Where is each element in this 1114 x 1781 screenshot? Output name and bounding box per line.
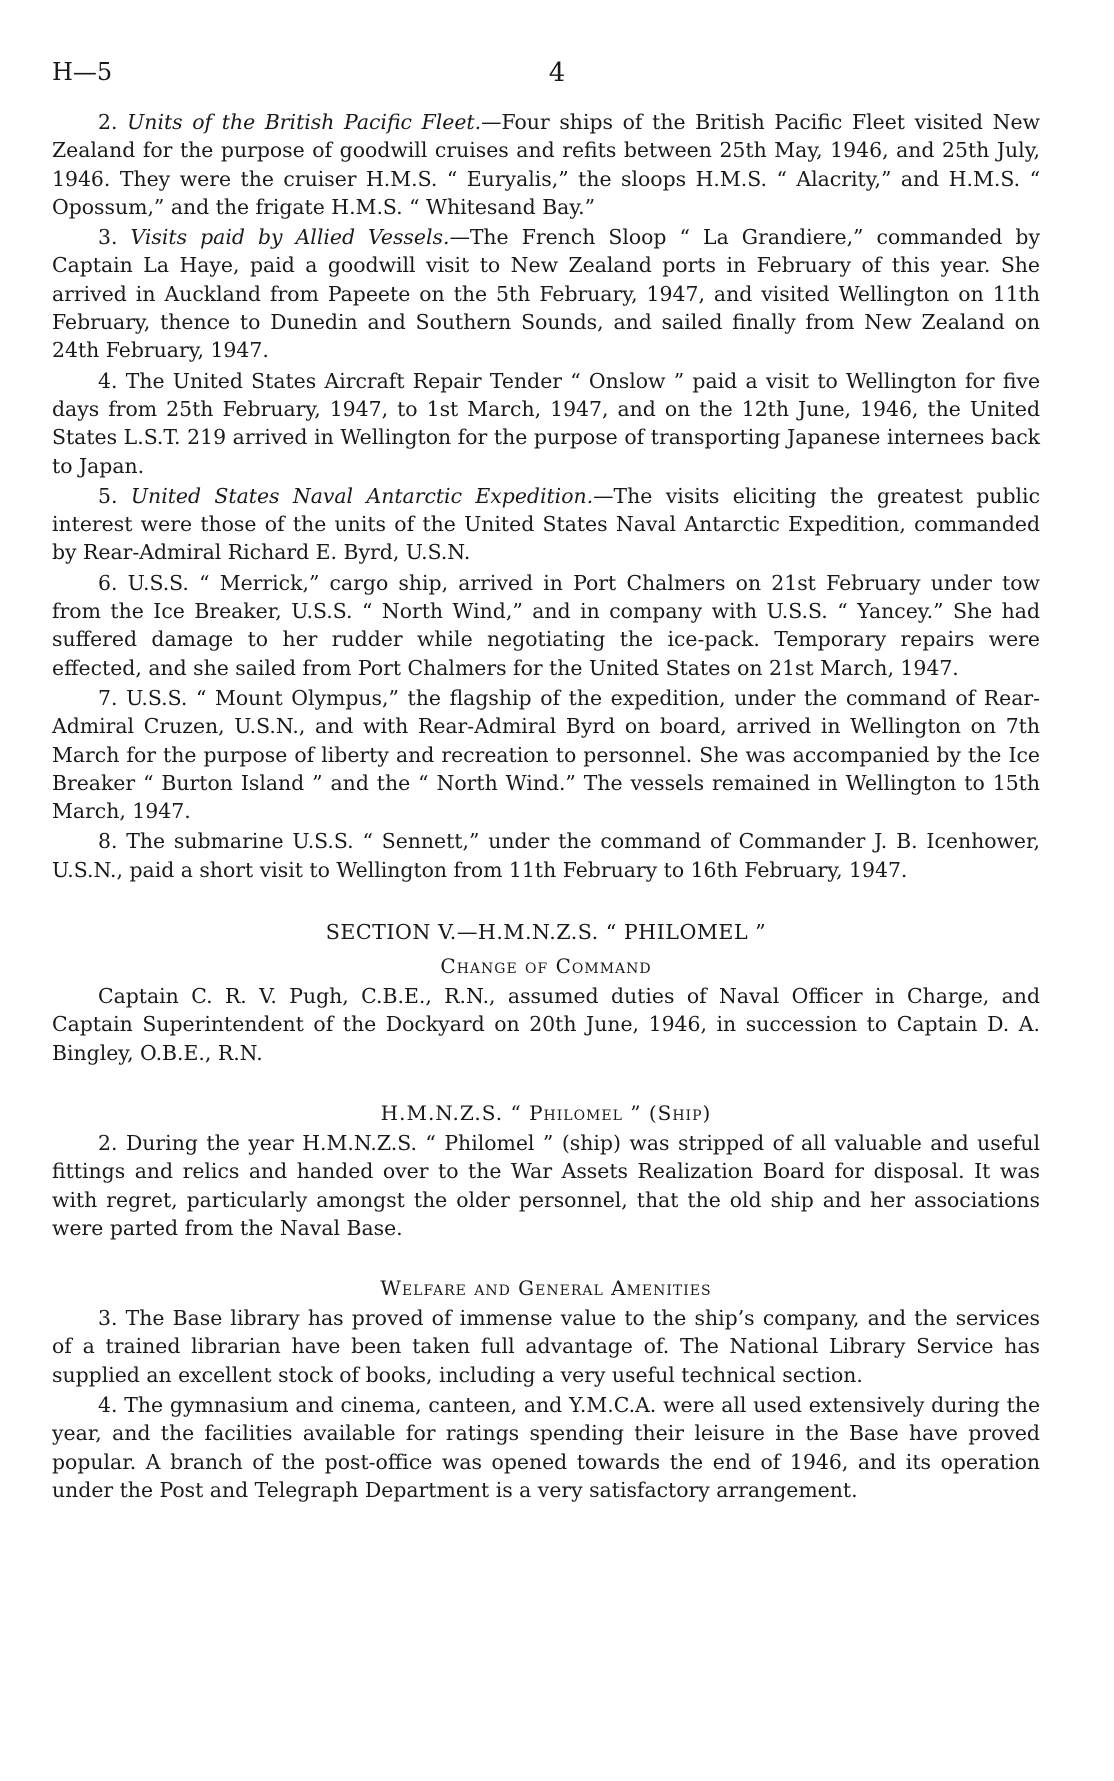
paragraph-text: —The French Sloop “ La Grandiere,” commanded by Captain La Haye, paid a goodwill visit to New Zealand ports in February of this year. She arrived in Auckland from Papeete on the 5th February, 1947, and visited Wellington on 11th February, thence to Dunedin and Southern Sounds, and sailed finally from New Zealand on 24th February, 1947. xyxy=(52,225,1040,363)
subheading-philomel-ship: H.M.N.Z.S. “ Philomel ” (Ship) xyxy=(380,1100,712,1125)
subheading-change-of-command: Change of Command xyxy=(440,954,652,979)
paragraph-title: United States Naval Antarctic Expedition. xyxy=(130,483,594,508)
paragraph-number: 2. xyxy=(98,110,128,134)
paragraph-text: —Four ships of the British Pacific Fleet visited New Zealand for the purpose of goodwill cruises and refits between 25th May, 1946, and 25th July, 1946. They were the cruiser H.M.S. “ Euryalis,” the sloops H.M.S. “ Alacrity,” and H.M.S. “ Opossum,” and the frigate H.M.S. “ Whitesand Bay.” xyxy=(52,110,1041,219)
paragraph-sennett xyxy=(52,827,1040,884)
paragraph-title: Units of the British Pacific Fleet. xyxy=(127,110,482,134)
paragraph-number: 8. xyxy=(98,829,127,854)
paragraph-antarctic-expedition xyxy=(52,482,1040,567)
section-heading: SECTION V.—H.M.N.Z.S. “ PHILOMEL ” xyxy=(325,920,767,945)
paragraph-base-library xyxy=(52,1304,1040,1389)
paragraph-text: —The visits eliciting the greatest public interest were those of the units of the United States Naval Antarctic Expedition, commanded by Rear-Admiral Richard E. Byrd, U.S.N. xyxy=(52,483,1040,565)
paragraph-text: The gymnasium and cinema, canteen, and Y.M.C.A. were all used extensively during the year, and the facilities available for ratings spending their leisure in the Base have proved popular. A branch of the post-office was opened towards the end of 1946, and its operation under the Post and Telegraph Department is a very satisfactory arrangement. xyxy=(52,1392,1041,1502)
paragraph-text: The submarine U.S.S. “ Sennett,” under the command of Commander J. B. Icenhower, U.S.N., paid a short visit to Wellington from 11th February to 16th February, 1947. xyxy=(52,829,1040,882)
paragraph-text: U.S.S. “ Merrick,” cargo ship, arrived in Port Chalmers on 21st February under tow from the Ice Breaker, U.S.S. “ North Wind,” and in company with U.S.S. “ Yancey.” She had suffered damage to her rudder while negotiating the ice-pack. Temporary repairs were effected, and she sailed from Port Chalmers for the United States on 21st March, 1947. xyxy=(52,570,1040,680)
paragraph-text: The Base library has proved of immense value to the ship’s company, and the services of a trained librarian have been taken full advantage of. The National Library Service has supplied an excellent stock of books, including a very useful technical section. xyxy=(52,1306,1040,1387)
paragraph-title: Visits paid by Allied Vessels. xyxy=(130,225,450,250)
paragraph-mount-olympus xyxy=(52,684,1040,825)
page-header xyxy=(52,58,1062,92)
paragraph-gymnasium xyxy=(52,1391,1040,1504)
paragraph-text: During the year H.M.N.Z.S. “ Philomel ” (ship) was stripped of all valuable and useful fittings and relics and handed over to the War Assets Realization Board for disposal. It was with regret, particularly amongst the older personnel, that the old ship and her associations were parted from the Naval Base. xyxy=(52,1130,1040,1240)
paragraph-number: 3. xyxy=(98,225,131,250)
subheading-welfare: Welfare and General Amenities xyxy=(380,1276,712,1301)
paragraph-number: 4. xyxy=(98,1392,125,1417)
paragraph-text: The United States Aircraft Repair Tender “ Onslow ” paid a visit to Wellington for five days from 25th February, 1947, to 1st March, 1947, and on the 12th June, 1946, the United States L.S.T. 219 arrived in Wellington for the purpose of transporting Japanese internees back to Japan. xyxy=(52,368,1041,478)
paragraph-visits-allied-vessels xyxy=(52,223,1040,364)
paragraph-text: Captain C. R. V. Pugh, C.B.E., R.N., assumed duties of Naval Officer in Charge, and Captain Superintendent of the Dockyard on 20th June, 1946, in succession to Captain D. A. Bingley, O.B.E., R.N. xyxy=(52,984,1040,1065)
paragraph-change-of-command xyxy=(52,982,1040,1067)
document-code: H—5 xyxy=(52,58,113,86)
page-number: 4 xyxy=(548,58,566,88)
paragraph-number: 2. xyxy=(98,1130,126,1155)
paragraph-onslow xyxy=(52,367,1040,480)
paragraph-number: 4. xyxy=(98,368,126,393)
paragraph-number: 5. xyxy=(98,483,131,508)
page-content xyxy=(52,108,1040,1506)
paragraph-text: U.S.S. “ Mount Olympus,” the flagship of the expedition, under the command of Rear-Admiral Cruzen, U.S.N., and with Rear-Admiral Byrd on board, arrived in Wellington on 7th March for the purpose of liberty and recreation to personnel. She was accompanied by the Ice Breaker “ Burton Island ” and the “ North Wind.” The vessels remained in Wellington to 15th March, 1947. xyxy=(52,685,1040,824)
paragraph-units-british-pacific-fleet xyxy=(52,108,1040,221)
paragraph-number: 7. xyxy=(98,685,127,710)
paragraph-philomel-ship xyxy=(52,1129,1040,1242)
paragraph-merrick xyxy=(52,569,1040,682)
paragraph-number: 3. xyxy=(98,1306,126,1331)
paragraph-number: 6. xyxy=(98,570,128,595)
